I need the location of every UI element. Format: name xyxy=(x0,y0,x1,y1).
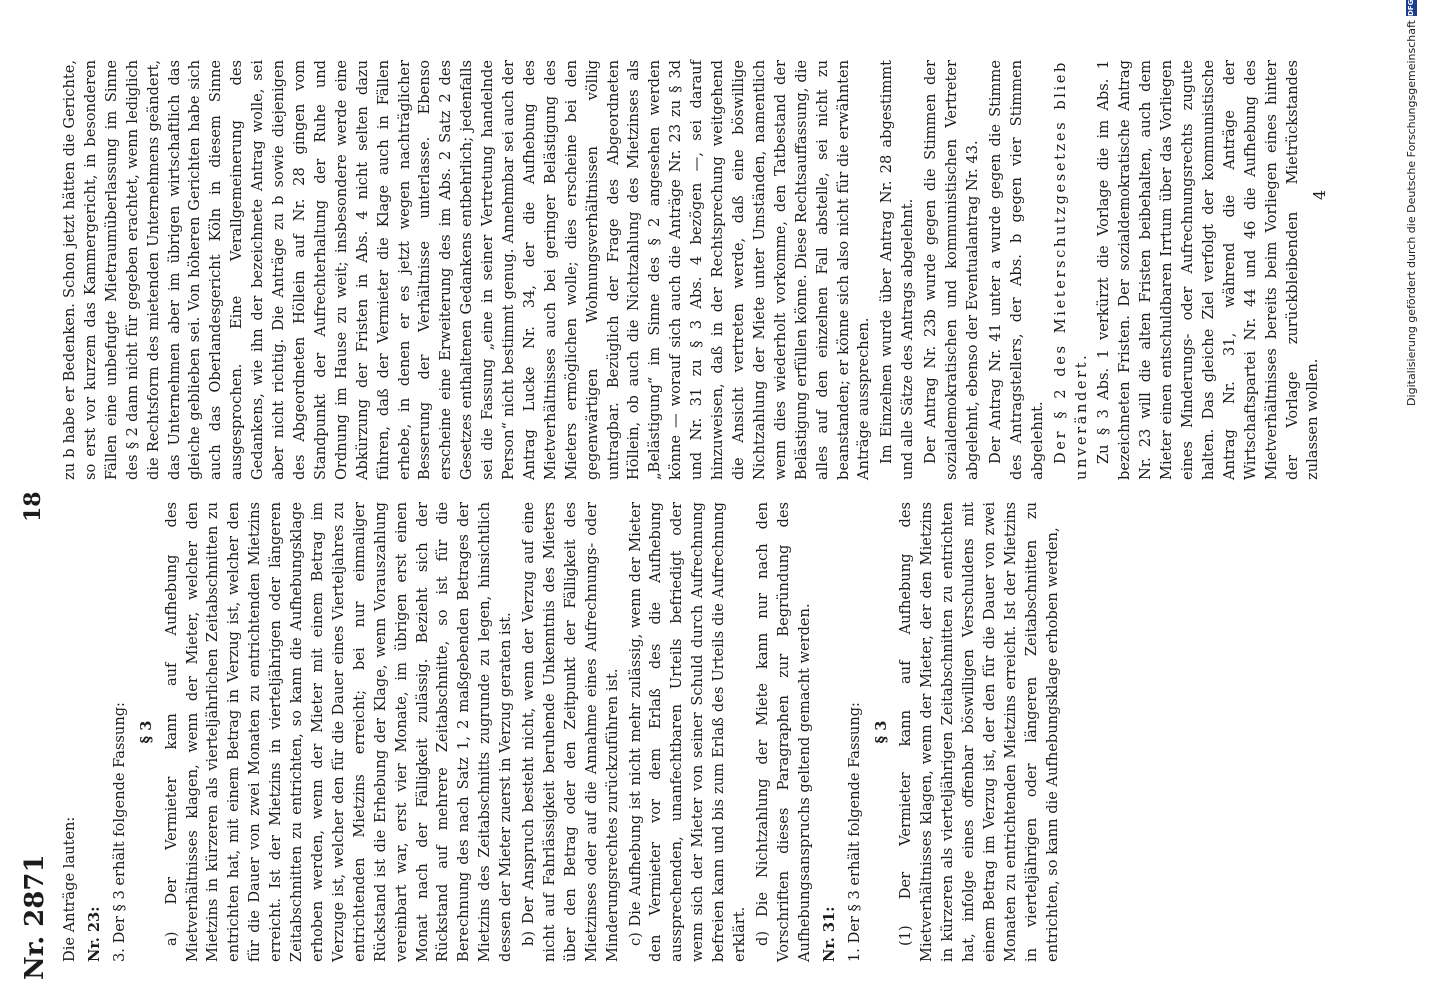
motion-23-para-b: b) Der Anspruch besteht nicht, wenn der Verzug auf eine nicht auf Fahrlässigkeit beruhende Unkenntnis des Mieters über den Betrag oder den Zeitpunkt der Fälligkeit des Mietzinses oder auf die Annahme eines Aufrechnungs- oder Minderungsrechtes zurückzuführen ist. xyxy=(520,502,621,962)
right-column xyxy=(60,60,1326,480)
document-number: Nr. 2871 xyxy=(20,854,50,980)
digitization-note xyxy=(1400,0,1422,460)
motion-23-heading: Nr. 23: xyxy=(85,906,103,962)
motion-23-item-3: 3. Der § 3 erhält folgende Fassung: xyxy=(110,702,128,962)
vote-motion-23b: Der Antrag Nr. 23b wurde gegen die Stimmen der sozialdemokratischen und kommunistischen Vertreter abgelehnt, ebenso der Eventualantrag Nr. 43. xyxy=(922,60,981,480)
motion-31-para-1: (1) Der Vermieter kann auf Aufhebung des Mietverhältnisses klagen, wenn der Mieter, der den Mietzins in kürzeren als vierteljährigen Zeitabschnitten zu entrichten hat, infolge eines offenbar böswilligen Verschuldens mit einem Betrag im Verzug ist, der den für die Dauer von zwei Monaten zu entrichtenden Mietzins erreicht. Ist der Mietzins in vierteljährigen oder längeren Zeitabschnitten zu entrichten, so kann die Aufhebungsklage erhoben werden, xyxy=(897,502,1061,962)
motion-31-item-1: 1. Der § 3 erhält folgende Fassung: xyxy=(845,702,863,962)
intro-line: Die Anträge lauten: xyxy=(61,816,78,962)
page-number-header: 18 xyxy=(20,491,46,522)
motion-23-para-c: c) Die Aufhebung ist nicht mehr zulässig, wenn der Mieter den Vermieter vor dem Erlaß des die Aufhebung aussprechenden, unanfechtbaren Urteils befriedigt oder wenn sich der Mieter von seiner Schuld durch Aufrechnung befreien kann und bis zum Erlaß des Urteils die Aufrechnung erklärt. xyxy=(626,502,749,962)
vote-motion-28: Im Einzelnen wurde über Antrag Nr. 28 abgestimmt und alle Sätze des Antrags abgelehnt. xyxy=(878,60,917,480)
section-2-unchanged: Der § 2 des Mieterschutzgesetzes blieb unverändert. xyxy=(1051,60,1090,480)
motion-23-para-a: a) Der Vermieter kann auf Aufhebung des Mietverhältnisses klagen, wenn der Mieter, welcher den Mietzins in kürzeren als vierteljährlichen Zeitabschnitten zu entrichten hat, mit einem Betrag in Verzug ist, welcher den für die Dauer von zwei Monaten zu entrichtenden Mietzins erreicht. Ist der Mietzins in vierteljährigen oder längeren Zeitabschnitten zu entrichten, so kann die Aufhebungsklage erhoben werden, wenn der Mieter mit einem Betrag im Verzuge ist, welcher den für die Dauer eines Vierteljahres zu entrichtenden Mietzins erreicht; bei nur einmaliger Rückstand ist die Erhebung der Klage, wenn Vorauszahlung vereinbart war, erst vier Monate, im übrigen erst einen Monat nach der Fälligkeit zulässig. Bezieht sich der Rückstand auf mehrere Zeitabschnitte, so ist für die Berechnung des nach Satz 1, 2 maßgebenden Betrages der Mietzins des Zeitabschnitts zugrunde zu legen, hinsichtlich dessen der Mieter zuerst in Verzug geraten ist. xyxy=(162,502,515,962)
section-3-heading-2: § 3 xyxy=(872,720,890,744)
signature-number: 4 xyxy=(1310,189,1329,200)
digitization-text: Digitalisierung gefördert durch die Deutsche Forschungsgemeinschaft xyxy=(1404,20,1418,406)
motion-23-para-d: d) Die Nichtzahlung der Miete kann nur nach den Vorschriften dieses Paragraphen zur Begründung des Aufhebungsanspruchs geltend gemacht werden. xyxy=(754,502,813,962)
dfg-logo-icon: DFG xyxy=(1406,0,1415,16)
motion-31-heading: Nr. 31: xyxy=(820,906,838,962)
discussion-paragraph: zu b habe er Bedenken. Schon jetzt hätten die Gerichte, so erst vor kurzem das Kammergericht, in besonderen Fällen eine unbefugte Mietraumüberlassung im Sinne des § 2 dann nicht für gegeben erachtet, wenn lediglich die Rechtsform des mietenden Unternehmens geändert, das Unternehmen aber im übrigen wirtschaftlich das gleiche geblieben sei. Von höheren Gerichten habe sich auch das Oberlandesgericht Köln in diesem Sinne ausgesprochen. Eine Verallgemeinerung des Gedankens, wie ihn der bezeichnete Antrag wolle, sei aber nicht richtig. Die Anträge zu b sowie diejenigen des Abgeordneten Höllein auf Nr. 28 gingen vom Standpunkt der Aufrechterhaltung der Ruhe und Ordnung im Hause zu weit; insbesondere werde eine Abkürzung der Fristen in Abs. 4 nicht selten dazu führen, daß der Vermieter die Klage auch in Fällen erhebe, in denen er es jetzt wegen nachträglicher Besserung der Verhältnisse unterlasse. Ebenso erscheine eine Erweiterung des im Abs. 2 Satz 2 des Gesetzes enthaltenen Gedankens entbehrlich; jedenfalls sei die Fassung „eine in seiner Vertretung handelnde Person“ nicht bestimmt genug. Annehmbar sei auch der Antrag Lucke Nr. 34, der die Aufhebung des Mietverhältnisses auch bei geringer Belästigung des Mieters ermöglichen wolle; dies erscheine bei den gegenwärtigen Wohnungsverhältnissen völlig untragbar. Bezüglich der Frage des Abgeordneten Höllein, ob auch die Nichtzahlung des Mietzinses als „Belästigung“ im Sinne des § 2 angesehen werden könne — worauf sich auch die Anträge Nr. 23 zu § 3d und Nr. 31 zu § 3 Abs. 4 bezögen —, sei darauf hinzuweisen, daß in der Rechtsprechung weitgehend die Ansicht vertreten werde, daß eine böswillige Nichtzahlung der Miete unter Umständen, namentlich wenn dies wiederholt vorkomme, den Tatbestand der Belästigung erfüllen könne. Diese Rechtsauffassung, die alles auf den einzelnen Fall abstelle, sei nicht zu beanstanden; er könne sich also nicht für die erwähnten Anträge aussprechen. xyxy=(61,60,873,480)
vote-motion-41: Der Antrag Nr. 41 unter a wurde gegen die Stimme des Antragstellers, der Abs. b gegen vier Stimmen abgelehnt. xyxy=(986,60,1046,480)
left-column xyxy=(60,502,1066,962)
section-3-discussion: Zu § 3 Abs. 1 verkürzt die Vorlage die im Abs. 1 bezeichneten Fristen. Der sozialdemokratische Antrag Nr. 23 will die alten Fristen beibehalten, auch dem Mieter einen entschuldbaren Irrtum über das Vorliegen eines Minderungs- oder Aufrechnungsrechts zugute halten. Das gleiche Ziel verfolgt der kommunistische Antrag Nr. 31, während die Anträge der Wirtschaftspartei Nr. 44 und 46 die Aufhebung des Mietverhältnisses bereits beim Vorliegen eines hinter der Vorlage zurückbleibenden Mietrückstandes zulassen wollen. xyxy=(1095,60,1322,480)
section-3-heading: § 3 xyxy=(137,720,155,744)
